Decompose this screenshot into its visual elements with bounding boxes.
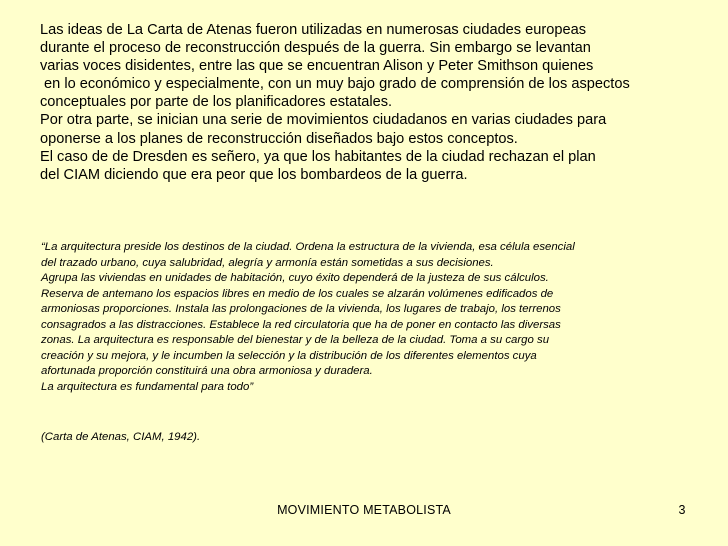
quote-line: Agrupa las viviendas en unidades de habitación, cuyo éxito dependerá de la justeza de sus cálculos. xyxy=(41,272,549,284)
footer-title: MOVIMIENTO METABOLISTA xyxy=(277,503,451,517)
quote-line: afortunada proporción constituirá una obra armoniosa y duradera. xyxy=(41,365,373,377)
body-line: El caso de de Dresden es señero, ya que los habitantes de la ciudad rechazan el plan xyxy=(40,148,596,165)
body-line: Las ideas de La Carta de Atenas fueron utilizadas en numerosas ciudades europeas xyxy=(40,22,587,38)
quote-line: del trazado urbano, cuya salubridad, alegría y armonía están sometidas a sus decisiones. xyxy=(41,256,494,269)
quote-block xyxy=(41,240,721,395)
body-line: en lo económico y especialmente, con un muy bajo grado de comprensión de los aspectos xyxy=(40,76,630,93)
quote-line: “La arquitectura preside los destinos de la ciudad. Ordena la estructura de la vivienda, esa célula esencial xyxy=(41,241,575,253)
body-line: oponerse a los planes de reconstrucción diseñados bajo estos conceptos. xyxy=(40,130,518,147)
quote-line: La arquitectura es fundamental para todo” xyxy=(41,380,254,393)
page-number: 3 xyxy=(678,503,686,517)
quote-line: armoniosas proporciones. Instala las prolongaciones de la vivienda, los lugares de trabajo, los terrenos xyxy=(41,303,561,315)
body-paragraph xyxy=(40,21,720,184)
body-line: varias voces disidentes, entre las que se encuentran Alison y Peter Smithson quienes xyxy=(40,58,594,75)
body-line: del CIAM diciendo que era peor que los bombardeos de la guerra. xyxy=(40,166,468,183)
quote-line: creación y su mejora, y le incumben la selección y la distribución de los diferentes elementos cuya xyxy=(41,349,537,362)
quote-line: consagrados a las distracciones. Establece la red circulatoria que ha de poner en contacto las diversas xyxy=(41,318,561,331)
body-line: conceptuales por parte de los planificadores estatales. xyxy=(40,94,393,111)
quote-line: Reserva de antemano los espacios libres en medio de los cuales se alzarán volúmenes edificados de xyxy=(41,287,554,300)
body-line: durante el proceso de reconstrucción después de la guerra. Sin embargo se levantan xyxy=(40,40,591,57)
citation: (Carta de Atenas, CIAM, 1942). xyxy=(41,431,201,443)
body-line: Por otra parte, se inician una serie de movimientos ciudadanos en varias ciudades para xyxy=(40,112,607,129)
quote-line: zonas. La arquitectura es responsable del bienestar y de la belleza de la ciudad. Toma a su cargo su xyxy=(41,334,550,346)
